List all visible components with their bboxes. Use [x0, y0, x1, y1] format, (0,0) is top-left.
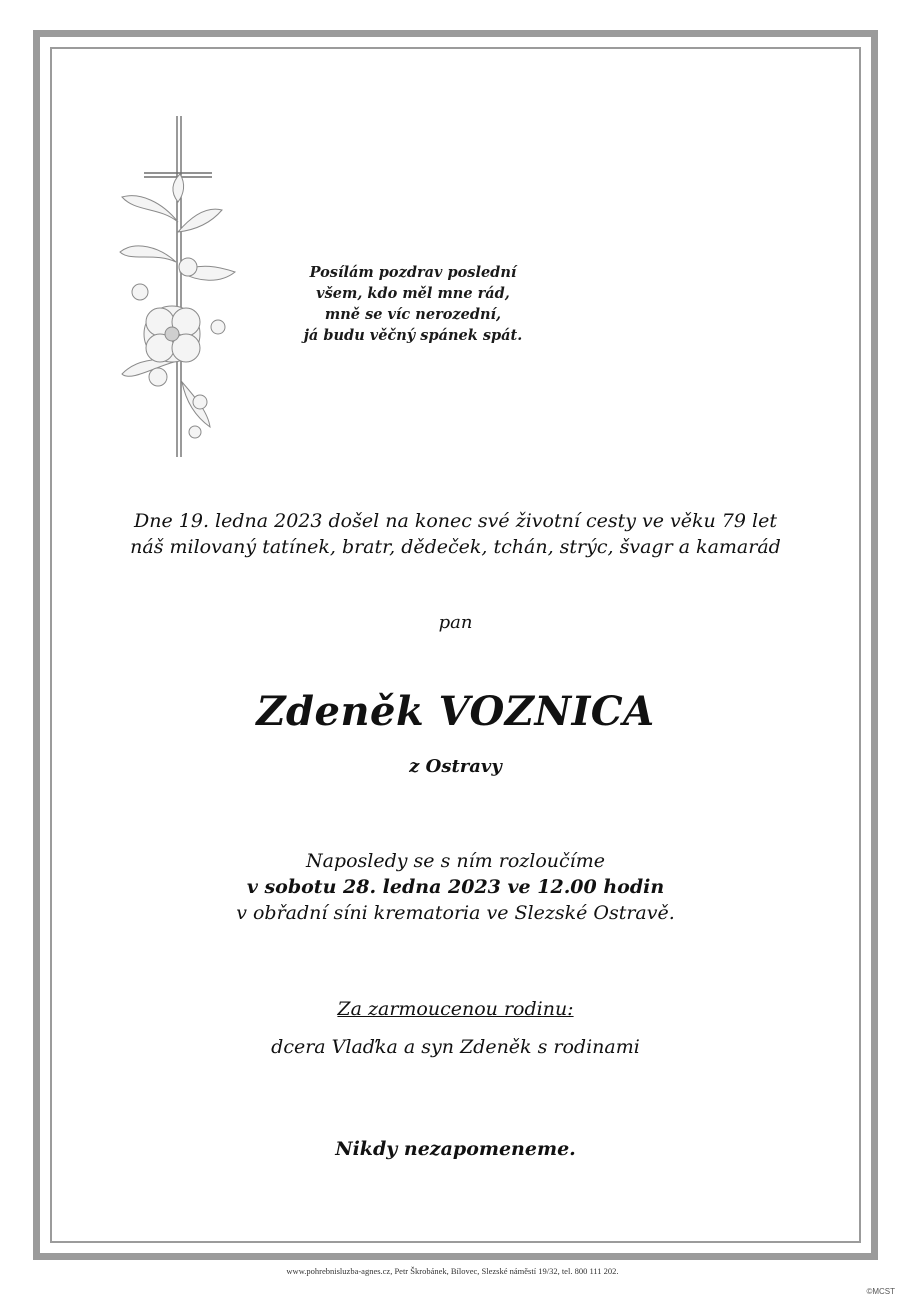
deceased-origin: z Ostravy: [409, 756, 502, 777]
family-members: dcera Vlaďka a syn Zdeněk s rodinami: [271, 1036, 640, 1058]
ceremony-date: v sobotu 28. ledna 2023 ve 12.00 hodin: [246, 876, 665, 898]
announcement-line: Dne 19. ledna 2023 došel na konec své životní cesty ve věku 79 let: [134, 510, 777, 532]
announcement-line: náš milovaný tatínek, bratr, dědeček, tchán, strýc, švagr a kamarád: [130, 536, 781, 558]
poem-line: mně se víc nerozední,: [324, 306, 502, 323]
portrait-photo: [585, 145, 780, 378]
title-pan: pan: [438, 612, 473, 633]
closing-line: Nikdy nezapomeneme.: [335, 1138, 576, 1160]
deceased-name: Zdeněk VOZNICA: [256, 688, 655, 735]
ceremony-place: v obřadní síni krematoria ve Slezské Ostravě.: [236, 902, 675, 924]
footer-contact: www.pohrebnisluzba-agnes.cz, Petr Škrobánek, Bílovec, Slezské náměstí 19/32, tel. 800 111 202.: [286, 1266, 619, 1276]
copyright: ©MCST: [866, 1287, 895, 1296]
poem-line: všem, kdo měl mne rád,: [316, 285, 510, 302]
floral-cross-icon: [100, 112, 245, 474]
death-announcement: [50, 508, 861, 560]
poem-line: já budu věčný spánek spát.: [303, 327, 523, 344]
ceremony-line: Naposledy se s ním rozloučíme: [305, 850, 606, 872]
ceremony-info: [50, 848, 861, 926]
poem-line: Posílám pozdrav poslední: [309, 264, 517, 281]
poem: [278, 262, 548, 346]
family-heading: Za zarmoucenou rodinu:: [337, 998, 574, 1020]
